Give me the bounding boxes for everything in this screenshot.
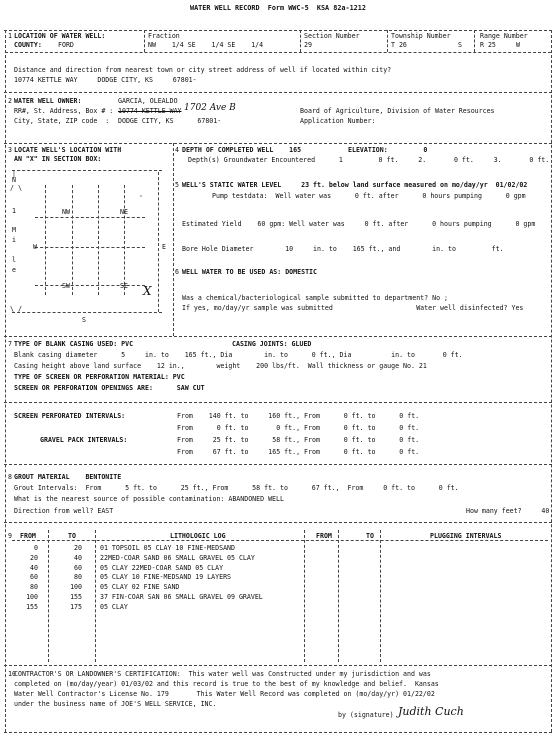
log-row-to: 20	[74, 544, 82, 552]
interval-row: From 67 ft. to 165 ft., From 0 ft. to 0 ft.	[177, 448, 420, 456]
interval-row: From 140 ft. to 160 ft., From 0 ft. to 0 ft.	[177, 412, 420, 420]
log-header-from: FROM	[20, 532, 36, 540]
section-number-6: 6	[175, 268, 179, 276]
section-number-1: 1	[8, 32, 12, 40]
locate-label-2: AN "X" IN SECTION BOX:	[14, 155, 102, 163]
ne-label: NE	[120, 208, 128, 216]
groundwater-depths: Depth(s) Groundwater Encountered 1 0 ft. 2. 0 ft. 3. 0 ft.	[188, 156, 550, 164]
certification-line-2: completed on (mo/day/year) 01/03/02 and this record is true to the best of my knowledge and belief. Kansas	[14, 680, 439, 688]
township-value: T 26	[391, 41, 407, 49]
fraction-value: NW 1/4 SE 1/4 SE 1/4	[148, 41, 264, 49]
log-header-to: TO	[68, 532, 76, 540]
grid-label-1: 1	[12, 207, 16, 215]
bore-hole: Bore Hole Diameter 10 in. to 165 ft., and in. to ft.	[182, 245, 504, 253]
screen-intervals-label: SCREEN PERFORATED INTERVALS:	[14, 412, 126, 420]
nw-label: NW	[62, 208, 70, 216]
chem-sample-q: Was a chemical/bacteriological sample submitted to department? No ;	[182, 294, 448, 302]
chem-sample-date: If yes, mo/day/yr sample was submitted Water well disinfected? Yes	[182, 304, 524, 312]
city-value: DODGE CITY, KS 67801-	[118, 117, 222, 125]
section-number-8: 8	[8, 473, 12, 481]
distance-value: 10774 KETTLE WAY DODGE CITY, KS 67801-	[14, 76, 197, 84]
distance-label: Distance and direction from nearest town or city street address of well if located within city?	[14, 66, 392, 74]
log-header-from-2: FROM	[316, 532, 332, 540]
board-text: Board of Agriculture, Division of Water Resources	[300, 107, 495, 115]
county-label: COUNTY:	[14, 41, 42, 49]
log-row-description: 01 TOPSOIL 05 CLAY 10 FINE-MEDSAND	[100, 544, 235, 552]
mile-e: e	[12, 266, 16, 274]
mile-i: i	[12, 236, 16, 244]
interval-row: From 0 ft. to 0 ft., From 0 ft. to 0 ft.	[177, 424, 420, 432]
contamination-distance: How many feet? 40	[466, 507, 550, 515]
log-row-to: 60	[74, 563, 82, 572]
contamination-source: What is the nearest source of possible contamination: ABANDONED WELL	[14, 495, 284, 503]
casing-type: TYPE OF BLANK CASING USED: PVC	[14, 340, 134, 348]
owner-name: GARCIA, OLEALDO	[118, 97, 178, 105]
log-row-description: 05 CLAY 02 FINE SAND	[100, 583, 180, 592]
address-label: RR#, St. Address, Box # :	[14, 107, 114, 115]
section-number-4: 4	[175, 146, 179, 154]
section-number-10: 10	[8, 670, 16, 678]
log-row-to: 175	[70, 602, 82, 611]
certification-line-1: CONTRACTOR'S OR LANDOWNER'S CERTIFICATION: This water well was Constructed under my jurisdiction and was	[14, 670, 431, 678]
log-row-from: 60	[30, 573, 38, 582]
grout-material: GROUT MATERIAL BENTONITE	[14, 473, 122, 481]
signature: Judith Cuch	[398, 705, 464, 718]
casing-height: Casing height above land surface 12 in., weight 200 lbs/ft. Wall thickness or gauge No. 21	[14, 362, 427, 370]
log-row-from: 100	[26, 593, 38, 601]
owner-label: WATER WELL OWNER:	[14, 97, 82, 105]
interval-row: From 25 ft. to 58 ft., From 0 ft. to 0 ft.	[177, 436, 420, 444]
county-value: FORD	[58, 41, 74, 49]
log-row-from: 20	[30, 553, 38, 562]
city-label: City, State, ZIP code :	[14, 117, 110, 125]
log-header-to-2: TO	[366, 532, 374, 540]
range-value: R 25	[480, 41, 496, 49]
certification-line-3: Water Well Contractor's License No. 179 This Water Well Record was completed on (mo/day/yr) 01/22/02	[14, 690, 435, 698]
log-row-to: 100	[70, 583, 82, 592]
section-value: 29	[304, 41, 312, 49]
log-row-from: 80	[30, 583, 38, 592]
log-header-lithologic: LITHOLOGIC LOG	[170, 532, 226, 540]
water-use: WELL WATER TO BE USED AS: DOMESTIC	[182, 268, 317, 276]
screen-openings: SCREEN OR PERFORATION OPENINGS ARE: SAW CUT	[14, 384, 205, 392]
log-row-to: 155	[70, 593, 82, 601]
township-label: Township Number	[391, 32, 451, 40]
screen-type: TYPE OF SCREEN OR PERFORATION MATERIAL: PVC	[14, 373, 185, 381]
pump-test: Pump testdata: Well water was 0 ft. after 0 hours pumping 0 gpm	[212, 192, 526, 200]
log-row-description: 05 CLAY 22MED-COAR SAND 05 CLAY	[100, 563, 224, 572]
sw-label: SW	[62, 282, 70, 290]
fraction-label: Fraction	[148, 32, 180, 40]
section-label: Section Number	[304, 32, 360, 40]
locate-label: LOCATE WELL'S LOCATION WITH	[14, 146, 122, 154]
township-direction: S	[458, 41, 462, 49]
log-row-description: 37 FIN-COAR SAN 06 SMALL GRAVEL 09 GRAVEL	[100, 593, 263, 601]
casing-joints: CASING JOINTS: GLUED	[232, 340, 312, 348]
section-number-9: 9	[8, 532, 12, 540]
log-row-from: 155	[26, 602, 38, 611]
east-label: E	[162, 243, 166, 251]
log-row-description: 22MED-COAR SAND 06 SMALL GRAVEL 05 CLAY	[100, 553, 255, 562]
log-header-plugging: PLUGGING INTERVALS	[430, 532, 502, 540]
signature-label: by (signature)	[338, 711, 394, 719]
depth-completed: DEPTH OF COMPLETED WELL 165	[182, 146, 302, 154]
se-label: SE	[120, 282, 128, 290]
location-label: LOCATION OF WATER WELL:	[14, 32, 106, 40]
static-level: WELL'S STATIC WATER LEVEL 23 ft. below land surface measured on mo/day/yr 01/02/02	[182, 181, 528, 189]
section-number-7: 7	[8, 340, 12, 348]
range-label: Range Number	[480, 32, 528, 40]
log-row-description: 05 CLAY 10 FINE-MEDSAND 19 LAYERS	[100, 573, 232, 582]
west-label: W	[33, 243, 37, 251]
application-label: Application Number:	[300, 117, 376, 125]
range-direction: W	[516, 41, 520, 49]
elevation: ELEVATION: 0	[348, 146, 428, 154]
estimated-yield: Estimated Yield 60 gpm: Well water was 0 ft. after 0 hours pumping 0 gpm	[182, 220, 536, 228]
casing-diameter: Blank casing diameter 5 in. to 165 ft., Dia in. to 0 ft., Dia in. to 0 ft.	[14, 351, 463, 359]
grout-intervals: Grout Intervals: From 5 ft. to 25 ft., From 58 ft. to 67 ft., From 0 ft. to 0 ft.	[14, 484, 459, 492]
certification-line-4: under the business name of JOE'S WELL SERVICE, INC.	[14, 700, 217, 708]
contamination-direction: Direction from well? EAST	[14, 507, 114, 515]
log-row-from: 40	[30, 563, 38, 572]
well-location-mark: X	[143, 284, 152, 298]
mile-m: M	[12, 226, 16, 234]
south-label: S	[82, 316, 86, 324]
mile-l: l	[12, 256, 16, 264]
log-row-description: 05 CLAY	[100, 602, 128, 611]
section-number-2: 2	[8, 97, 12, 105]
section-number-5: 5	[175, 181, 179, 189]
section-number-3: 3	[8, 146, 12, 154]
log-row-from: 0	[34, 544, 38, 552]
address-handwritten: 1702 Ave B	[184, 103, 236, 113]
address-value: 10774 KETTLE WAY	[118, 107, 182, 115]
log-row-to: 40	[74, 553, 82, 562]
form-title: WATER WELL RECORD Form WWC-5 KSA 82a-1212	[190, 4, 366, 12]
log-row-to: 80	[74, 573, 82, 582]
gravel-intervals-label: GRAVEL PACK INTERVALS:	[40, 436, 128, 444]
